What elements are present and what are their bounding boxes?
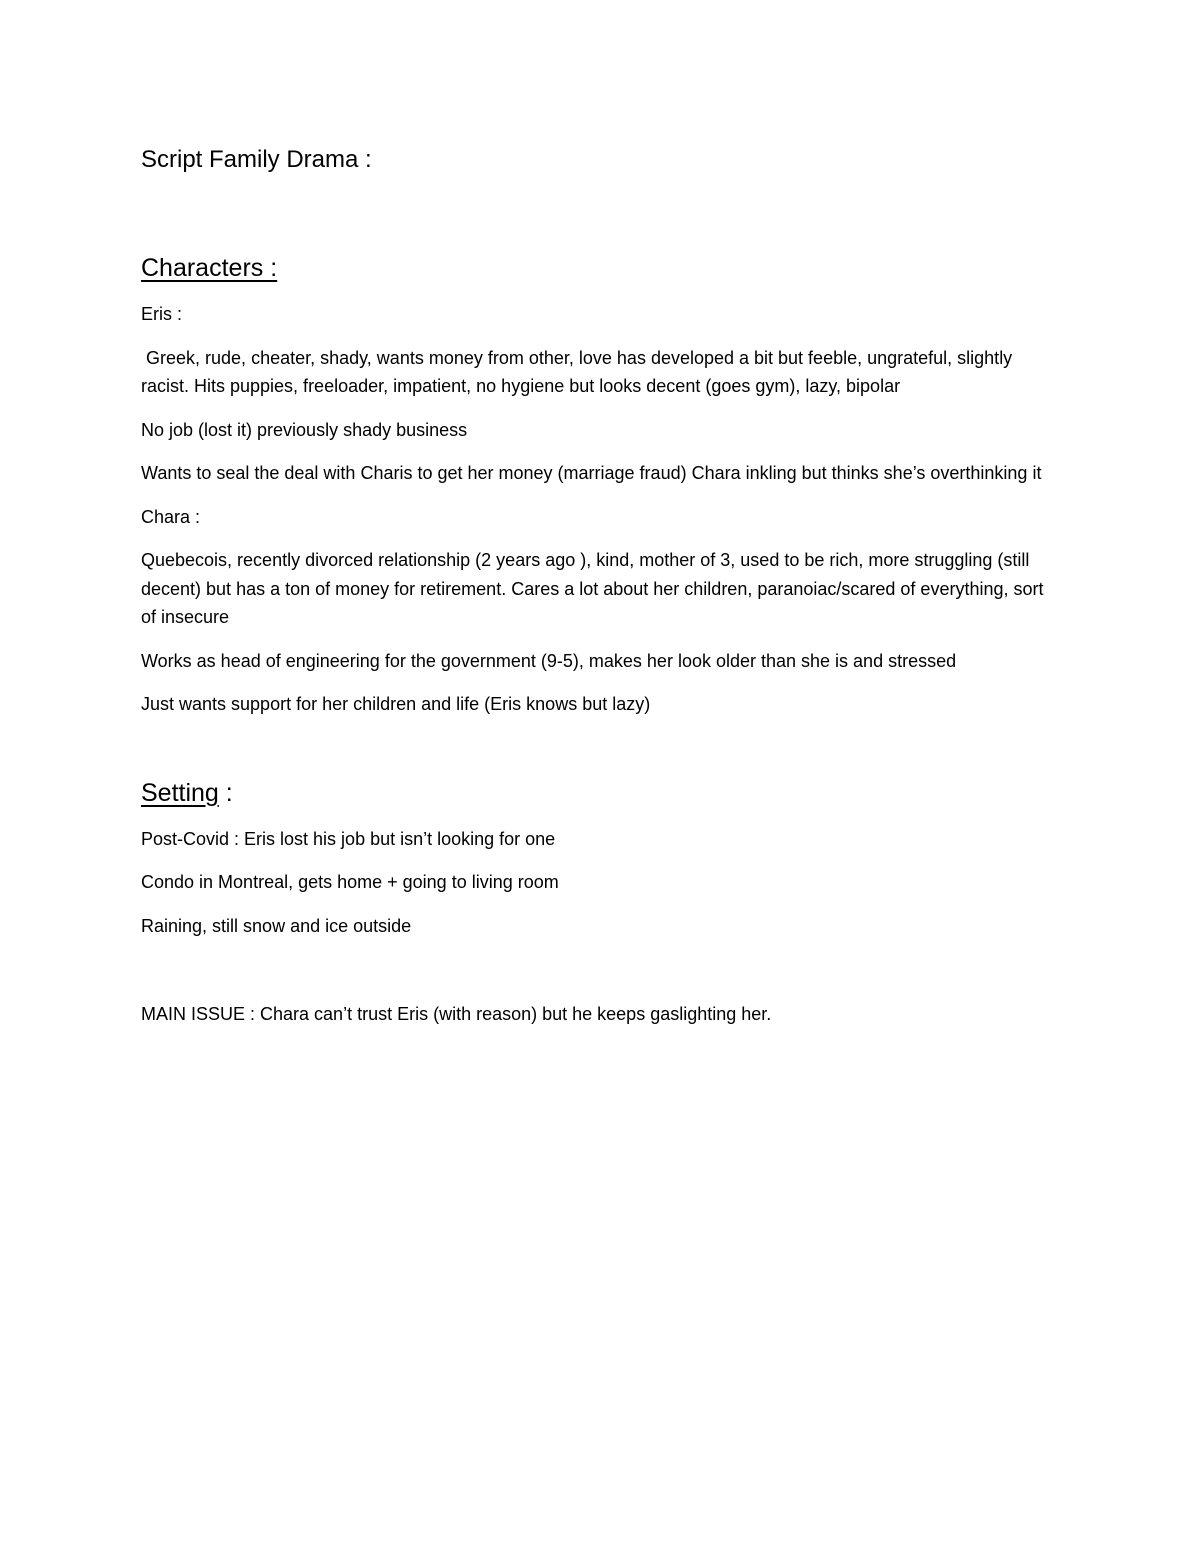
eris-name: Eris : [141, 304, 183, 324]
setting-line: Post-Covid : Eris lost his job but isn’t looking for one [141, 828, 556, 849]
eris-job: No job (lost it) previously shady business [141, 419, 468, 440]
setting-heading-suffix: : [218, 778, 233, 807]
characters-heading-text: Characters : [141, 254, 278, 282]
document-body [141, 142, 1061, 1044]
document-title: Script Family Drama : [141, 146, 372, 173]
setting-line: Raining, still snow and ice outside [141, 915, 412, 936]
chara-name: Chara : [141, 506, 201, 527]
chara-traits: Quebecois, recently divorced relationship (2 years ago ), kind, mother of 3, used to be rich, more struggling (still decent) but has a ton of money for retirement. Cares a lot about her children, paranoiac/scared of everything, sort of insecure [141, 550, 1044, 627]
characters-heading [141, 250, 1061, 286]
chara-job: Works as head of engineering for the government (9-5), makes her look older than she is and stressed [141, 650, 957, 671]
eris-goal: Wants to seal the deal with Charis to get her money (marriage fraud) Chara inkling but thinks she’s overthinking it [141, 463, 1042, 483]
setting-line: Condo in Montreal, gets home + going to living room [141, 872, 559, 892]
chara-goal: Just wants support for her children and life (Eris knows but lazy) [141, 694, 651, 714]
setting-heading [141, 775, 1061, 811]
main-issue: MAIN ISSUE : Chara can’t trust Eris (with reason) but he keeps gaslighting her. [141, 1004, 772, 1024]
setting-heading-word: Setting [141, 778, 219, 807]
eris-traits: Greek, rude, cheater, shady, wants money from other, love has developed a bit but feeble, ungrateful, slightly racist. Hits puppies, freeloader, impatient, no hygiene but looks decent (goes gym), lazy, bipolar [141, 347, 1018, 396]
